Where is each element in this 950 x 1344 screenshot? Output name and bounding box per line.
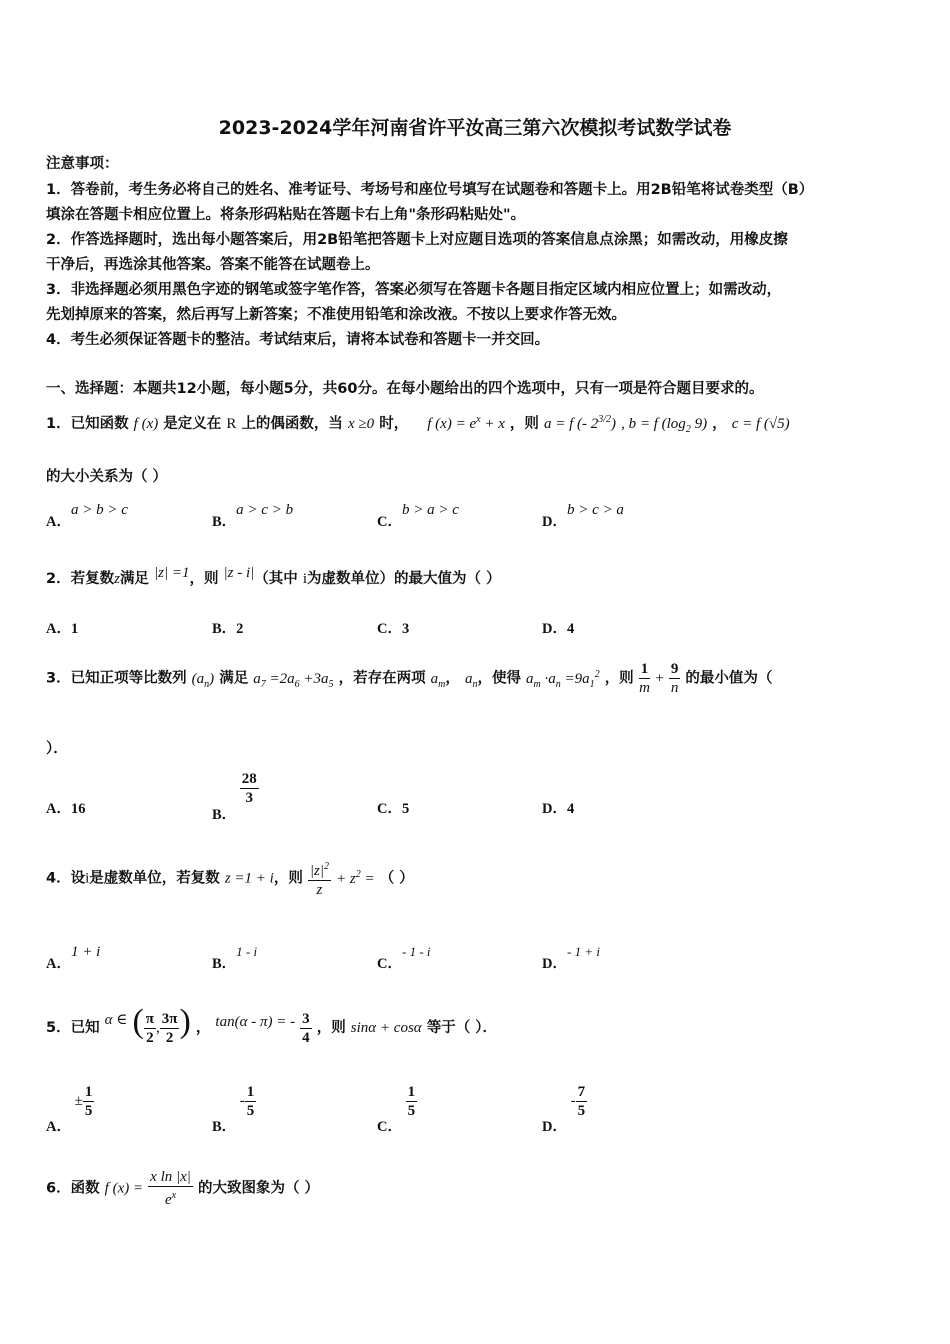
notice-line: 2．作答选择题时，选出每小题答案后，用2B铅笔把答题卡上对应题目选项的答案信息点涂黑；如需改动，用橡皮擦 [46,232,788,248]
section-heading: 一、选择题：本题共12小题，每小题5分，共60分。在每小题给出的四个选项中，只有一项是符合题目要求的。 [46,381,764,397]
question-1: 1．已知函数 f (x) 是定义在 R 上的偶函数，当 x ≥0 时， f $(x) = e^x + x$ ，则 a = f (- $2^{3/2}$) , b = f ($\log_2$ 9) ， c = f (√5) [46,414,790,435]
q5-option-a[interactable]: A． ± $\frac{1}{5}$ [46,1084,93,1135]
q3-option-d[interactable]: D．4 [542,801,575,817]
notice-line: 3．非选择题必须用黑色字迹的钢笔或签字笔作答，答案必须写在答题卡各题目指定区域内相应位置上；如需改动， [46,282,782,298]
notice-line: 1．答卷前，考生务必将自己的姓名、准考证号、考场号和座位号填写在试题卷和答题卡上。用2B铅笔将试卷类型（B） [46,182,814,198]
notice-line: 干净后，再选涂其他答案。答案不能答在试题卷上。 [46,257,380,273]
q2-option-d[interactable]: D．4 [542,621,575,637]
q2-option-c[interactable]: C．3 [377,621,410,637]
question-3-line2: ）． [46,741,68,757]
notice-line: 先划掉原来的答案，然后再写上新答案；不准使用铅笔和涂改液。不按以上要求作答无效。 [46,307,626,323]
q3-option-c[interactable]: C．5 [377,801,410,817]
question-5: 5．已知 α ∈ ( $\frac{\pi}{2}$ , $\frac{3\pi}{2}$ ) ， tan(α - π) = - $\frac{3}{4}$ ，则 sinα + cosα 等于（ ）． [46,1003,498,1046]
q5-option-b[interactable]: B． - $\frac{1}{5}$ [212,1084,255,1135]
page-title: 2023-2024学年河南省许平汝高三第六次模拟考试数学试卷 [218,117,732,139]
q2-option-a[interactable]: A．1 [46,621,79,637]
q3-option-a[interactable]: A．16 [46,801,86,817]
question-2: 2．若复数z满足 |z| =1，则 |z - i|（其中 i为虚数单位）的最大值为（ ） [46,565,501,587]
q4-option-a[interactable]: A．1 + i [46,944,101,972]
q1-option-b[interactable]: B．a > c > b [212,502,294,530]
q1-option-d[interactable]: D．b > c > a [542,502,624,530]
notice-heading: 注意事项： [46,156,119,172]
q1-option-c[interactable]: C．b > a > c [377,502,459,530]
q3-option-b[interactable]: B． $\frac{28}{3}$ [212,771,257,823]
question-4: 4．设i是虚数单位，若复数 z =1 + i，则 $\frac{|z|^2}{z}$ + $z^2$ = （ ） [46,858,414,899]
notice-line: 填涂在答题卡相应位置上。将条形码粘贴在答题卡右上角"条形码粘贴处"。 [46,207,526,223]
q4-option-b[interactable]: B．1 - i [212,944,258,972]
q4-option-d[interactable]: D．- 1 + i [542,944,600,972]
q2-option-b[interactable]: B．2 [212,621,244,637]
question-1-line2: 的大小关系为（ ） [46,469,168,485]
q4-option-c[interactable]: C．- 1 - i [377,944,431,972]
notice-line: 4．考生必须保证答题卡的整洁。考试结束后，请将本试卷和答题卡一并交回。 [46,332,550,348]
question-3: 3．已知正项等比数列 $(a_n)$ 满足 $a_7 =2a_6 +3a_5$ ，若存在两项 $a_m$， $a_n$，使得 $a_m \cdot a_n =9a_1^2$ ，则 $\frac{1}{m}$ + $\frac{9}{n}$ 的最小值为（ [46,661,773,696]
q5-option-d[interactable]: D． - $\frac{7}{5}$ [542,1084,586,1135]
q5-option-c[interactable]: C． $\frac{1}{5}$ [377,1084,416,1135]
question-6: 6．函数 f (x) = $\frac{\text{x ln |x|}}{e^x}$ 的大致图象为（ ） [46,1169,320,1208]
q1-option-a[interactable]: A．a > b > c [46,502,128,530]
